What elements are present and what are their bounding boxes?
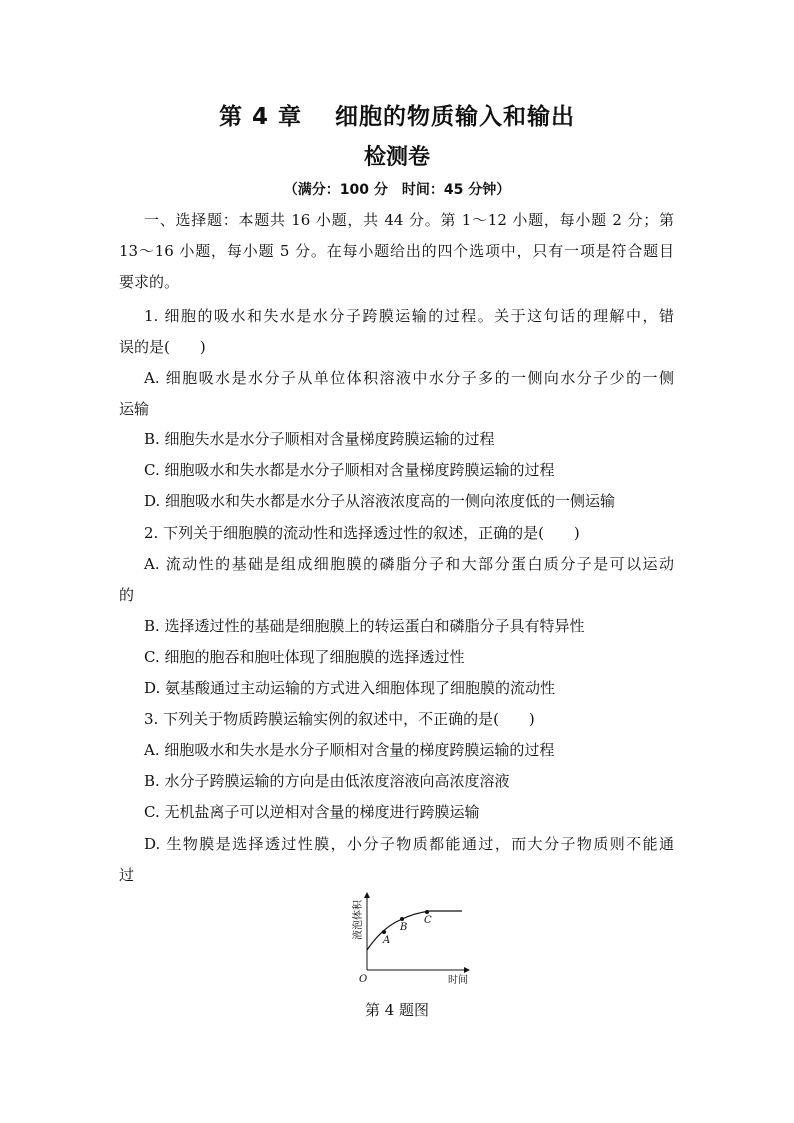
q3-option-b: B. 水分子跨膜运输的方向是由低浓度溶液向高浓度溶液	[144, 772, 510, 790]
instructions-line-2: 13～16 小题，每小题 5 分。在每小题给出的四个选项中，只有一项是符合题目	[119, 242, 674, 260]
x-axis-label: 时间	[448, 975, 468, 986]
subtitle: 检测卷	[363, 145, 430, 170]
q1-option-c: C. 细胞吸水和失水都是水分子顺相对含量梯度跨膜运输的过程	[144, 461, 555, 479]
q3-stem: 3. 下列关于物质跨膜运输实例的叙述中，不正确的是( )	[144, 710, 535, 728]
chapter-title: 第 4 章 细胞的物质输入和输出	[218, 104, 576, 130]
y-axis-label: 液泡体积	[353, 900, 364, 940]
q1-stem-line-2: 误的是( )	[119, 338, 206, 356]
q2-option-b: B. 选择透过性的基础是细胞膜上的转运蛋白和磷脂分子具有特异性	[144, 617, 585, 635]
point-c-label: C	[424, 915, 432, 926]
q2-option-c: C. 细胞的胞吞和胞吐体现了细胞膜的选择透过性	[144, 648, 465, 666]
q3-option-a: A. 细胞吸水和失水是水分子顺相对含量的梯度跨膜运输的过程	[144, 741, 555, 759]
point-b-label: B	[400, 922, 408, 933]
q2-option-a-line-1: A. 流动性的基础是组成细胞膜的磷脂分子和大部分蛋白质分子是可以运动	[144, 555, 674, 573]
vacuole-volume-figure	[342, 890, 472, 990]
origin-label: O	[359, 974, 368, 985]
score-time: （满分：100 分 时间：45 分钟）	[283, 182, 511, 198]
q2-option-d: D. 氨基酸通过主动运输的方式进入细胞体现了细胞膜的流动性	[144, 679, 556, 697]
q3-option-d-line-2: 过	[119, 866, 135, 884]
point-a-marker	[382, 930, 386, 934]
x-axis-arrow	[464, 967, 470, 973]
point-a-label: A	[383, 935, 391, 946]
q1-option-b: B. 细胞失水是水分子顺相对含量梯度跨膜运输的过程	[144, 430, 495, 448]
q1-option-a-line-1: A. 细胞吸水是水分子从单位体积溶液中水分子多的一侧向水分子少的一侧	[144, 369, 674, 387]
q3-option-c: C. 无机盐离子可以逆相对含量的梯度进行跨膜运输	[144, 803, 480, 821]
q2-option-a-line-2: 的	[119, 586, 135, 604]
q1-stem-line-1: 1. 细胞的吸水和失水是水分子跨膜运输的过程。关于这句话的理解中，错	[144, 307, 674, 325]
figure-caption: 第 4 题图	[364, 1001, 430, 1019]
point-b-marker	[400, 917, 404, 921]
y-axis-arrow	[364, 892, 370, 898]
q2-stem: 2. 下列关于细胞膜的流动性和选择透过性的叙述，正确的是( )	[144, 524, 580, 542]
point-c-marker	[425, 910, 429, 914]
volume-curve	[367, 911, 462, 950]
instructions-line-1: 一、选择题：本题共 16 小题，共 44 分。第 1～12 小题，每小题 2 分；第	[144, 211, 674, 229]
instructions-line-3: 要求的。	[119, 273, 180, 291]
q3-option-d-line-1: D. 生物膜是选择透过性膜，小分子物质都能通过，而大分子物质则不能通	[144, 835, 674, 853]
q1-option-a-line-2: 运输	[119, 400, 150, 418]
q1-option-d: D. 细胞吸水和失水都是水分子从溶液浓度高的一侧向浓度低的一侧运输	[144, 492, 616, 510]
